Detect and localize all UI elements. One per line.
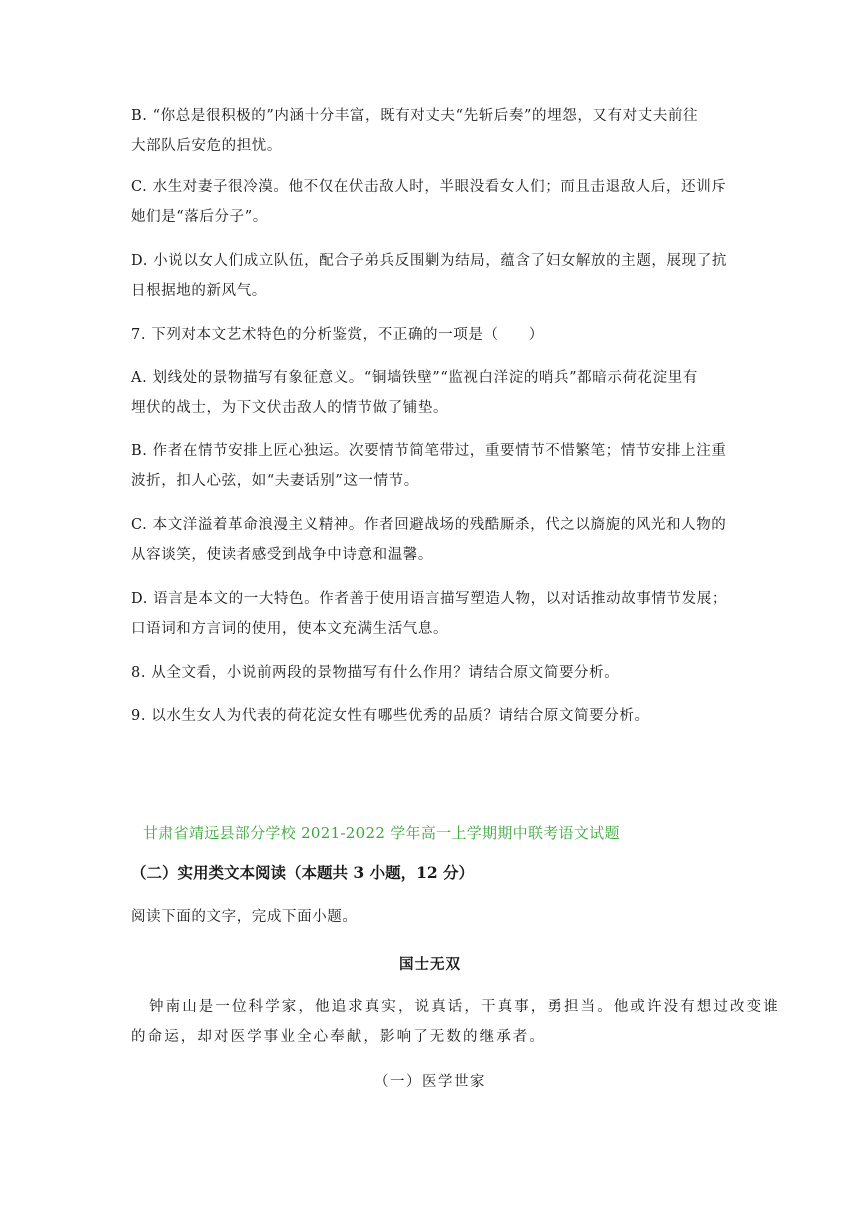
- q8-question: 8. 从全文看，小说前两段的景物描写有什么作用？请结合原文简要分析。: [131, 665, 620, 681]
- q7-option-b-line2: 波折，扣人心弦，如“夫妻话别”这一情节。: [131, 473, 419, 489]
- q7-option-c-line2: 从容谈笑，使读者感受到战争中诗意和温馨。: [131, 547, 433, 563]
- q6-option-c-line1: C. 水生对妻子很冷漠。他不仅在伏击敌人时，半眼没看女人们；而且击退敌人后，还训斥: [131, 179, 727, 195]
- q9-question: 9. 以水生女人为代表的荷花淀女性有哪些优秀的品质？请结合原文简要分析。: [131, 708, 650, 724]
- q7-option-d-line2: 口语词和方言词的使用，使本文充满生活气息。: [131, 621, 449, 637]
- q6-option-b-line1: B. “你总是很积极的”内涵十分丰富，既有对丈夫“先斩后奏”的埋怨，又有对丈夫前往: [131, 108, 699, 124]
- q7-option-a-line1: A. 划线处的景物描写有象征意义。“铜墙铁壁”“监视白洋淀的哨兵”都暗示荷花淀里有: [131, 370, 698, 386]
- article-intro-line2: 的命运，却对医学事业全心奉献，影响了无数的继承者。: [131, 1029, 546, 1045]
- source-note: 甘肃省靖远县部分学校 2021-2022 学年高一上学期期中联考语文试题: [143, 824, 620, 842]
- q6-option-c-line2: 她们是“落后分子”。: [131, 209, 268, 225]
- q6-option-b-line2: 大部队后安危的担忧。: [131, 138, 282, 154]
- article-subheading: （一）医学世家: [374, 1074, 486, 1090]
- q7-stem: 7. 下列对本文艺术特色的分析鉴赏，不正确的一项是（ ）: [131, 327, 544, 343]
- q7-option-c-line1: C. 本文洋溢着革命浪漫主义精神。作者回避战场的残酷厮杀，代之以旖旎的风光和人物的: [131, 517, 727, 533]
- q7-option-a-line2: 埋伏的战士，为下文伏击敌人的情节做了铺垫。: [131, 400, 449, 416]
- q7-option-d-line1: D. 语言是本文的一大特色。作者善于使用语言描写塑造人物，以对话推动故事情节发展；: [131, 591, 727, 607]
- q7-option-b-line1: B. 作者在情节安排上匠心独运。次要情节简笔带过，重要情节不惜繁笔；情节安排上注重: [131, 443, 727, 459]
- q6-option-d-line1: D. 小说以女人们成立队伍，配合子弟兵反围剿为结局，蕴含了妇女解放的主题，展现了抗: [131, 253, 727, 269]
- article-title: 国士无双: [399, 956, 461, 973]
- section-title: （二）实用类文本阅读（本题共 3 小题，12 分）: [131, 863, 475, 882]
- reading-instruction: 阅读下面的文字，完成下面小题。: [131, 909, 358, 925]
- q6-option-d-line2: 日根据地的新风气。: [131, 283, 267, 299]
- article-intro-line1: 钟南山是一位科学家，他追求真实，说真话，干真事，勇担当。他或许没有想过改变谁: [149, 999, 780, 1015]
